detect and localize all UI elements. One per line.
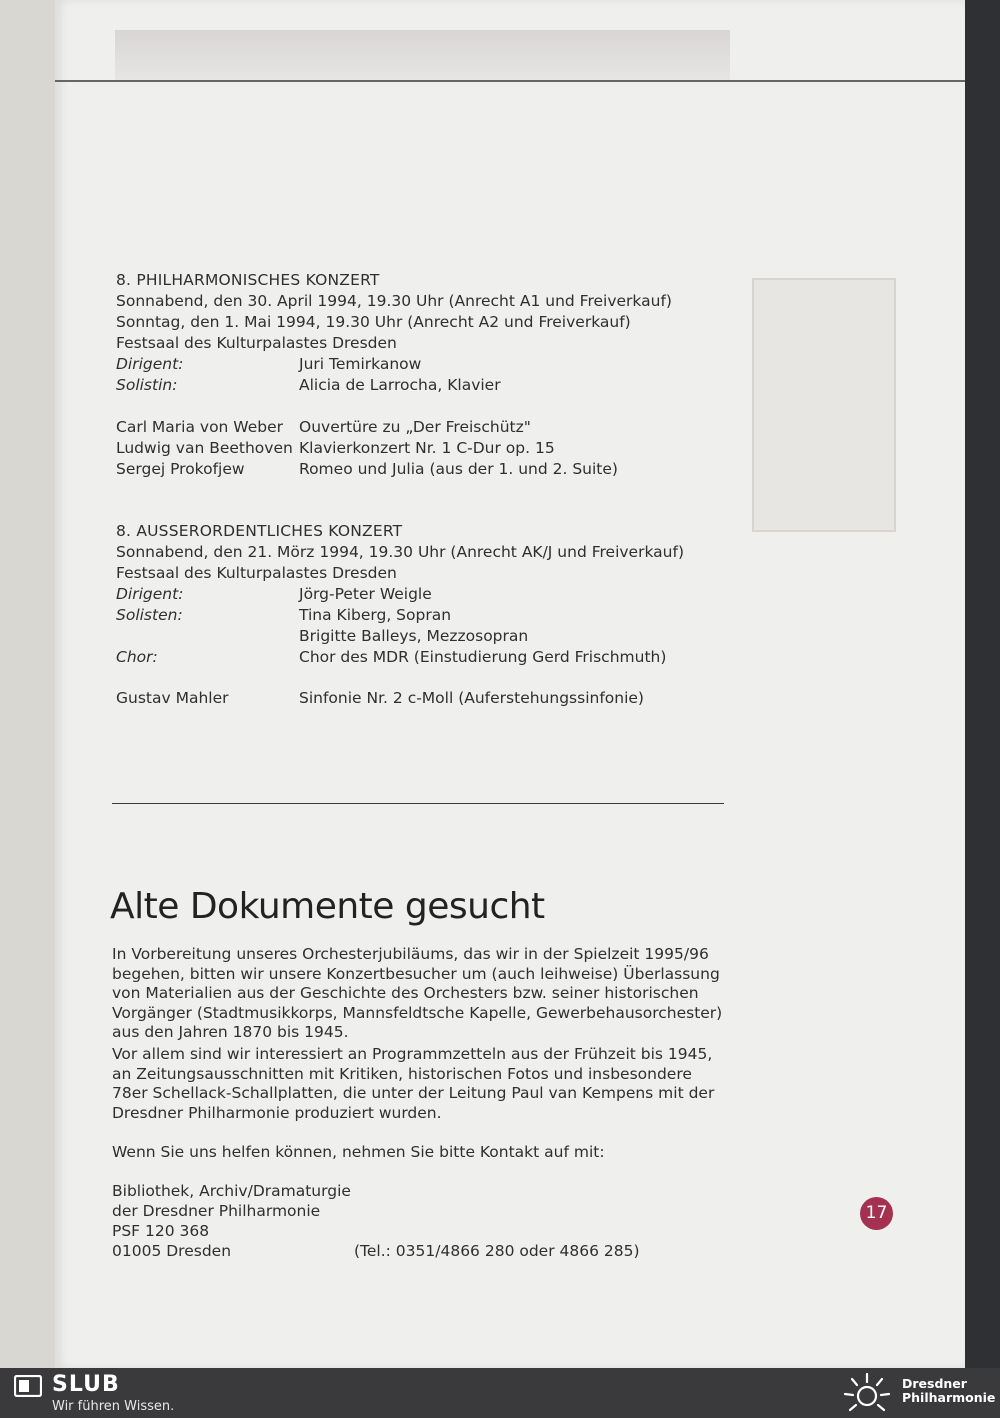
program-work: Klavierkonzert Nr. 1 C-Dur op. 15 (299, 439, 555, 457)
right-edge-strip (965, 0, 1000, 1368)
concert2-choir: Chor des MDR (Einstudierung Gerd Frischmuth) (299, 648, 667, 666)
showthrough-image (752, 278, 896, 532)
top-rule (55, 80, 965, 82)
concert2-work: Sinfonie Nr. 2 c-Moll (Auferstehungssinfonie) (299, 689, 644, 707)
address-line: der Dresdner Philharmonie (112, 1202, 321, 1220)
concert2-venue: Festsaal des Kulturpalastes Dresden (116, 564, 397, 582)
address-line: 01005 Dresden (112, 1242, 232, 1260)
document-page (55, 0, 965, 1368)
article-paragraph-1: In Vorbereitung unseres Orchesterjubiläums, das wir in der Spielzeit 1995/96 begehen, bitten wir unsere Konzertbesucher um (auch leihweise) Überlassung von Materialien aus der Geschichte des Orchesters bzw. seiner historischen Vorgänger (Stadtmusikkorps, Mannsfeldtsche Kapelle, Gewerbehausorchester) aus den Jahren 1870 bis 1945. (112, 945, 723, 1042)
slub-logo-icon (14, 1375, 42, 1397)
article-paragraph-2: Vor allem sind wir interessiert an Programmzetteln aus der Frühzeit bis 1945, an Zeitungsausschnitten mit Kritiken, historischen Fotos und insbesondere 78er Schellack-Schallplatten, die unter der Leitung Paul van Kempens mit der Dresdner Philharmonie produziert wurden. (112, 1045, 715, 1122)
concert2-soloists-label: Solisten: (116, 606, 183, 624)
concert2-conductor-label: Dirigent: (116, 585, 184, 603)
concert1-title: 8. PHILHARMONISCHES KONZERT (116, 271, 380, 289)
section-divider (112, 803, 724, 804)
contact-phone: (Tel.: 0351/4866 280 oder 4866 285) (354, 1242, 640, 1260)
dresdner-philharmonie-name (902, 1377, 995, 1405)
slub-tagline: Wir führen Wissen. (52, 1399, 175, 1414)
address-line: Bibliothek, Archiv/Dramaturgie (112, 1182, 351, 1200)
concert1-conductor: Juri Temirkanow (299, 355, 422, 373)
article-heading: Alte Dokumente gesucht (110, 886, 545, 927)
concert2-soloist: Tina Kiberg, Sopran (299, 606, 452, 624)
concert1-date2: Sonntag, den 1. Mai 1994, 19.30 Uhr (Anrecht A2 und Freiverkauf) (116, 313, 631, 331)
dp-line-2: Philharmonie (902, 1390, 996, 1405)
program-work: Romeo und Julia (aus der 1. und 2. Suite) (299, 460, 618, 478)
address-line: PSF 120 368 (112, 1222, 210, 1240)
concert2-soloist: Brigitte Balleys, Mezzosopran (299, 627, 529, 645)
concert1-venue: Festsaal des Kulturpalastes Dresden (116, 334, 397, 352)
concert2-choir-label: Chor: (116, 648, 158, 666)
concert2-conductor: Jörg-Peter Weigle (299, 585, 432, 603)
concert2-title: 8. AUSSERORDENTLICHES KONZERT (116, 522, 403, 540)
concert1-conductor-label: Dirigent: (116, 355, 184, 373)
article-paragraph-3: Wenn Sie uns helfen können, nehmen Sie bitte Kontakt auf mit: (112, 1143, 605, 1161)
concert2-composer: Gustav Mahler (116, 689, 229, 707)
top-smudge (115, 30, 730, 80)
slub-name: SLUB (52, 1372, 120, 1397)
program-composer: Carl Maria von Weber (116, 418, 284, 436)
concert2-date: Sonnabend, den 21. Mörz 1994, 19.30 Uhr (Anrecht AK/J und Freiverkauf) (116, 543, 684, 561)
dresdner-philharmonie-logo-icon (842, 1370, 892, 1418)
concert1-date1: Sonnabend, den 30. April 1994, 19.30 Uhr (Anrecht A1 und Freiverkauf) (116, 292, 672, 310)
concert1-soloist: Alicia de Larrocha, Klavier (299, 376, 501, 394)
left-page-edge (0, 0, 56, 1368)
program-composer: Sergej Prokofjew (116, 460, 245, 478)
program-composer: Ludwig van Beethoven (116, 439, 293, 457)
concert1-soloist-label: Solistin: (116, 376, 178, 394)
dp-line-1: Dresdner (902, 1376, 967, 1391)
page-number-badge: 17 (860, 1197, 893, 1230)
program-work: Ouvertüre zu „Der Freischütz" (299, 418, 531, 436)
